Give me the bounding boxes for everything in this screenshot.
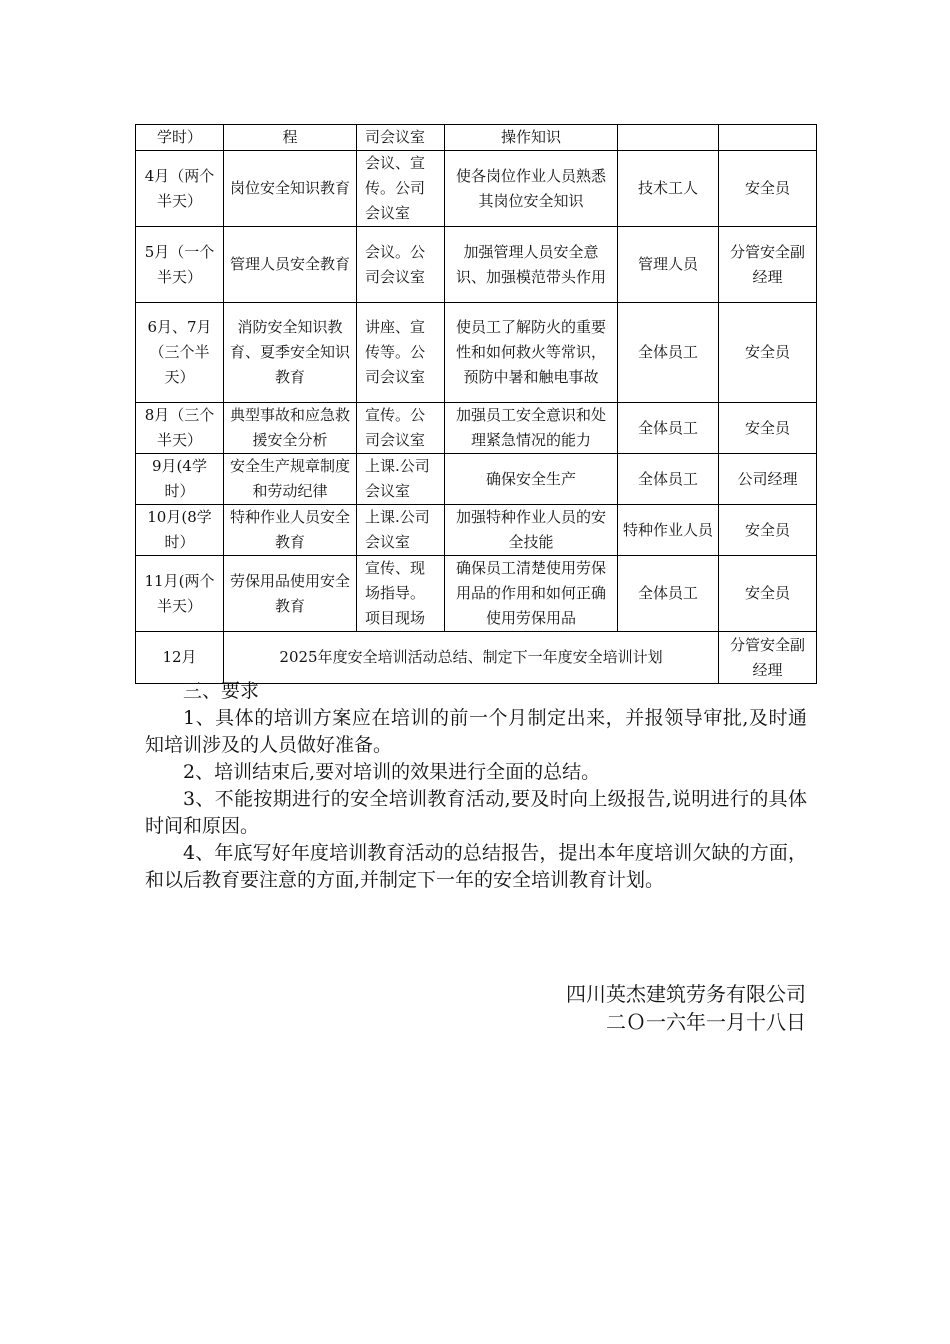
row-topic-cell: 程 xyxy=(224,125,357,151)
table-row xyxy=(136,303,817,403)
signature-block xyxy=(566,980,806,1036)
row-audience-cell: 全体员工 xyxy=(618,556,719,632)
requirement-item: 4、年底写好年度培训教育活动的总结报告，提出本年度培训欠缺的方面，和以后教育要注意的方面,并制定下一年的安全培训教育计划。 xyxy=(145,842,807,891)
row-place-cell: 上课.公司会议室 xyxy=(357,505,445,556)
row-purpose-cell: 加强管理人员安全意识、加强模范带头作用 xyxy=(445,227,618,303)
row-purpose-cell: 使各岗位作业人员熟悉其岗位安全知识 xyxy=(445,151,618,227)
row-topic-cell: 安全生产规章制度和劳动纪律 xyxy=(224,454,357,505)
row-purpose-cell: 加强特种作业人员的安全技能 xyxy=(445,505,618,556)
row-topic-cell: 特种作业人员安全教育 xyxy=(224,505,357,556)
row-period-cell: 10月(8学时） xyxy=(136,505,224,556)
row-place-cell: 宣传。公司会议室 xyxy=(357,403,445,454)
table-row xyxy=(136,505,817,556)
table-row xyxy=(136,227,817,303)
row-purpose-cell: 确保员工清楚使用劳保用品的作用和如何正确使用劳保用品 xyxy=(445,556,618,632)
requirement-item: 2、培训结束后,要对培训的效果进行全面的总结。 xyxy=(183,761,601,783)
row-period-cell: 4月（两个半天） xyxy=(136,151,224,227)
requirement-item: 3、不能按期进行的安全培训教育活动,要及时向上级报告,说明进行的具体时间和原因。 xyxy=(145,788,807,837)
row-owner-cell: 安全员 xyxy=(719,556,817,632)
row-period-cell: 8月（三个半天） xyxy=(136,403,224,454)
row-audience-cell: 管理人员 xyxy=(618,227,719,303)
row-period-cell: 6月、7月（三个半天） xyxy=(136,303,224,403)
table-row xyxy=(136,151,817,227)
row-period-cell: 5月（一个半天） xyxy=(136,227,224,303)
row-audience-cell: 特种作业人员 xyxy=(618,505,719,556)
row-topic-cell: 典型事故和应急救援安全分析 xyxy=(224,403,357,454)
training-plan-body xyxy=(136,125,817,684)
table-row xyxy=(136,403,817,454)
row-place-cell: 讲座、宣传等。公司会议室 xyxy=(357,303,445,403)
row-place-cell: 司会议室 xyxy=(357,125,445,151)
table-row xyxy=(136,454,817,505)
row-topic-cell: 管理人员安全教育 xyxy=(224,227,357,303)
row-owner-cell: 分管安全副经理 xyxy=(719,227,817,303)
row-owner-cell: 安全员 xyxy=(719,403,817,454)
requirements-heading: 三、要求 xyxy=(183,680,260,702)
row-owner-cell: 安全员 xyxy=(719,505,817,556)
row-owner-cell: 分管安全副经理 xyxy=(719,632,817,684)
row-period-cell: 9月(4学时） xyxy=(136,454,224,505)
row-topic-cell: 劳保用品使用安全教育 xyxy=(224,556,357,632)
requirements-section xyxy=(145,678,807,894)
table-row xyxy=(136,125,817,151)
company-name: 四川英杰建筑劳务有限公司 xyxy=(566,982,806,1006)
row-period-cell: 学时） xyxy=(136,125,224,151)
row-purpose-cell: 使员工了解防火的重要性和如何救火等常识，预防中暑和触电事故 xyxy=(445,303,618,403)
signature-date: 二Ｏ一六年一月十八日 xyxy=(606,1010,806,1034)
row-audience-cell: 全体员工 xyxy=(618,403,719,454)
row-place-cell: 上课.公司会议室 xyxy=(357,454,445,505)
requirement-item: 1、具体的培训方案应在培训的前一个月制定出来，并报领导审批,及时通知培训涉及的人员做好准备。 xyxy=(145,707,807,756)
training-plan-table xyxy=(135,124,817,684)
row-audience-cell xyxy=(618,125,719,151)
summary-content-cell: 2025年度安全培训活动总结、制定下一年度安全培训计划 xyxy=(224,632,719,684)
row-purpose-cell: 操作知识 xyxy=(445,125,618,151)
row-place-cell: 宣传、现场指导。项目现场 xyxy=(357,556,445,632)
row-audience-cell: 全体员工 xyxy=(618,303,719,403)
table-row xyxy=(136,556,817,632)
row-place-cell: 会议。公司会议室 xyxy=(357,227,445,303)
row-owner-cell: 公司经理 xyxy=(719,454,817,505)
row-owner-cell xyxy=(719,125,817,151)
row-audience-cell: 技术工人 xyxy=(618,151,719,227)
row-audience-cell: 全体员工 xyxy=(618,454,719,505)
row-owner-cell: 安全员 xyxy=(719,303,817,403)
row-purpose-cell: 确保安全生产 xyxy=(445,454,618,505)
row-place-cell: 会议、宣传。公司会议室 xyxy=(357,151,445,227)
row-period-cell: 11月(两个半天） xyxy=(136,556,224,632)
table-row-summary xyxy=(136,632,817,684)
row-period-cell: 12月 xyxy=(136,632,224,684)
row-purpose-cell: 加强员工安全意识和处理紧急情况的能力 xyxy=(445,403,618,454)
row-topic-cell: 岗位安全知识教育 xyxy=(224,151,357,227)
row-topic-cell: 消防安全知识教育、夏季安全知识教育 xyxy=(224,303,357,403)
row-owner-cell: 安全员 xyxy=(719,151,817,227)
